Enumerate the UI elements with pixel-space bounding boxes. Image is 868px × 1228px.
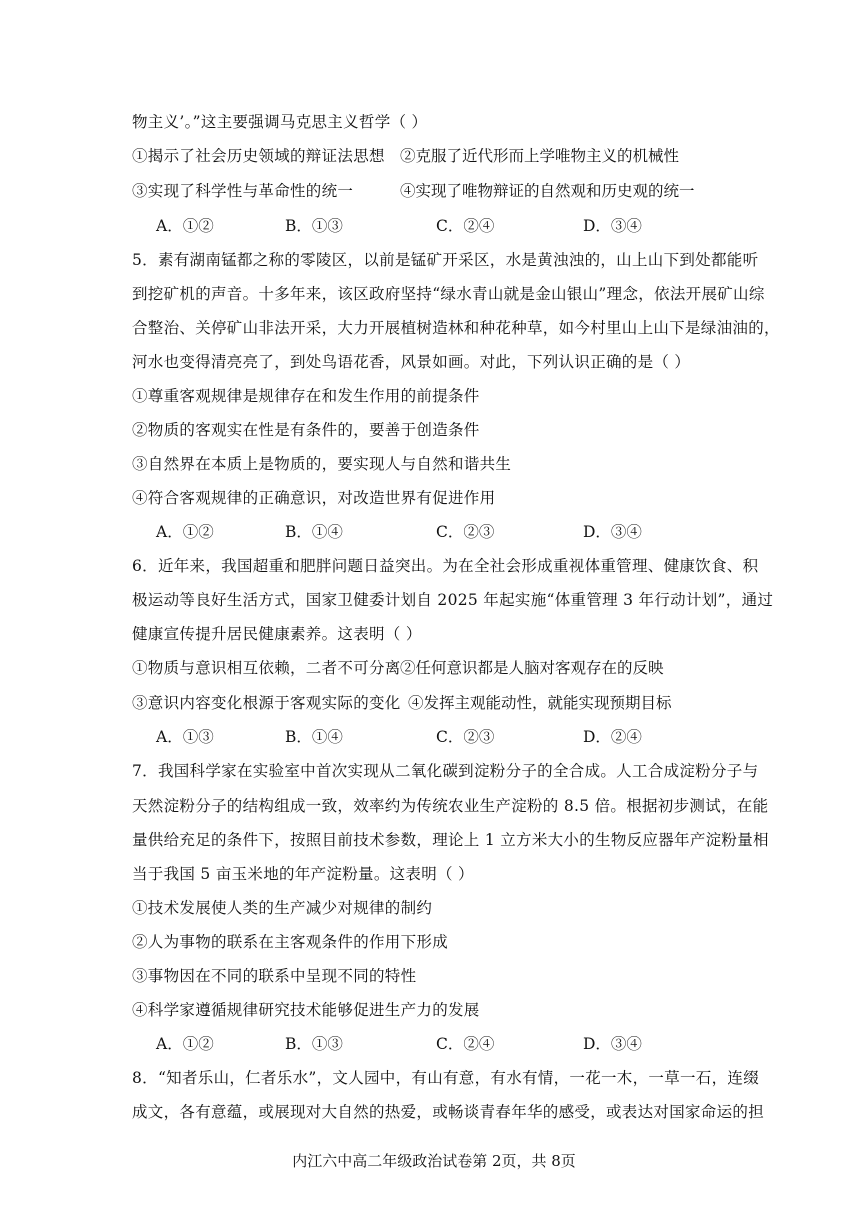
page-footer: 内江六中高二年级政治试卷第 2页，共 8页: [292, 1152, 576, 1170]
q4-option-a: A．①②: [156, 217, 214, 235]
q8-stem-line-1: 8．“知者乐山，仁者乐水”，文人园中，有山有意，有水有情，一花一木，一草一石，连缀: [132, 1069, 760, 1087]
q4-statement-2: ②克服了近代形而上学唯物主义的机械性: [400, 147, 680, 165]
q6-statement-1: ①物质与意识相互依赖，二者不可分离: [132, 659, 401, 677]
q6-statement-4: ④发挥主观能动性，就能实现预期目标: [408, 694, 672, 712]
q6-option-c: C．②③: [436, 728, 495, 746]
q6-statement-3: ③意识内容变化根源于客观实际的变化: [132, 694, 401, 712]
q7-stem-line-3: 量供给充足的条件下，按照目前技术参数，理论上 1 立方米大小的生物反应器年产淀粉量相: [132, 831, 769, 849]
q5-stem-line-1: 5．素有湖南锰都之称的零陵区，以前是锰矿开采区，水是黄浊浊的，山上山下到处都能听: [132, 251, 759, 269]
q6-option-a: A．①③: [156, 728, 214, 746]
q5-stem-line-3: 合整治、关停矿山非法开采，大力开展植树造林和种花种草，如今村里山上山下是绿油油的，: [132, 319, 780, 337]
q7-statement-1: ①技术发展使人类的生产减少对规律的制约: [132, 899, 433, 917]
q4-statement-1: ①揭示了社会历史领域的辩证法思想: [132, 147, 385, 165]
q6-stem-line-2: 极运动等良好生活方式，国家卫健委计划自 2025 年起实施“体重管理 3 年行动计划”，通过: [132, 591, 774, 609]
q4-option-b: B．①③: [285, 217, 343, 235]
q7-option-b: B．①③: [285, 1035, 343, 1053]
q7-stem-line-4: 当于我国 5 亩玉米地的年产淀粉量。这表明（ ）: [132, 865, 474, 883]
q7-option-a: A．①②: [156, 1035, 214, 1053]
q6-option-d: D．②④: [583, 728, 642, 746]
q7-statement-4: ④科学家遵循规律研究技术能够促进生产力的发展: [132, 1001, 480, 1019]
q4-stem-end: 物主义’。”这主要强调马克思主义哲学（ ）: [132, 113, 428, 131]
q5-statement-3: ③自然界在本质上是物质的，要实现人与自然和谐共生: [132, 455, 512, 473]
q4-statement-4: ④实现了唯物辩证的自然观和历史观的统一: [400, 182, 695, 200]
q6-stem-line-3: 健康宣传提升居民健康素养。这表明（ ）: [132, 625, 422, 643]
q5-stem-line-2: 到挖矿机的声音。十多年来，该区政府坚持“绿水青山就是金山银山”理念，依法开展矿山综: [132, 285, 765, 303]
q6-option-b: B．①④: [285, 728, 343, 746]
q5-option-c: C．②③: [436, 523, 495, 541]
q5-statement-2: ②物质的客观实在性是有条件的，要善于创造条件: [132, 421, 480, 439]
q5-stem-line-4: 河水也变得清亮亮了，到处鸟语花香，风景如画。对此，下列认识正确的是（ ）: [132, 353, 691, 371]
q8-stem-line-2: 成文，各有意蕴，或展现对大自然的热爱，或畅谈青春年华的感受，或表达对国家命运的担: [132, 1103, 765, 1121]
q4-option-c: C．②④: [436, 217, 495, 235]
q7-stem-line-1: 7．我国科学家在实验室中首次实现从二氧化碳到淀粉分子的全合成。人工合成淀粉分子与: [132, 762, 759, 780]
q4-statement-3: ③实现了科学性与革命性的统一: [132, 182, 354, 200]
q5-option-a: A．①②: [156, 523, 214, 541]
q5-option-b: B．①④: [285, 523, 343, 541]
q5-option-d: D．③④: [583, 523, 642, 541]
q4-option-d: D．③④: [583, 217, 642, 235]
q6-stem-line-1: 6．近年来，我国超重和肥胖问题日益突出。为在全社会形成重视体重管理、健康饮食、积: [132, 557, 759, 575]
q7-option-c: C．②④: [436, 1035, 495, 1053]
q7-option-d: D．③④: [583, 1035, 642, 1053]
q7-statement-2: ②人为事物的联系在主客观条件的作用下形成: [132, 933, 449, 951]
q6-statement-2: ②任何意识都是人脑对客观存在的反映: [400, 659, 664, 677]
q5-statement-4: ④符合客观规律的正确意识，对改造世界有促进作用: [132, 489, 496, 507]
q7-stem-line-2: 天然淀粉分子的结构组成一致，效率约为传统农业生产淀粉的 8.5 倍。根据初步测试，在能: [132, 797, 769, 815]
q7-statement-3: ③事物因在不同的联系中呈现不同的特性: [132, 967, 417, 985]
q5-statement-1: ①尊重客观规律是规律存在和发生作用的前提条件: [132, 387, 480, 405]
